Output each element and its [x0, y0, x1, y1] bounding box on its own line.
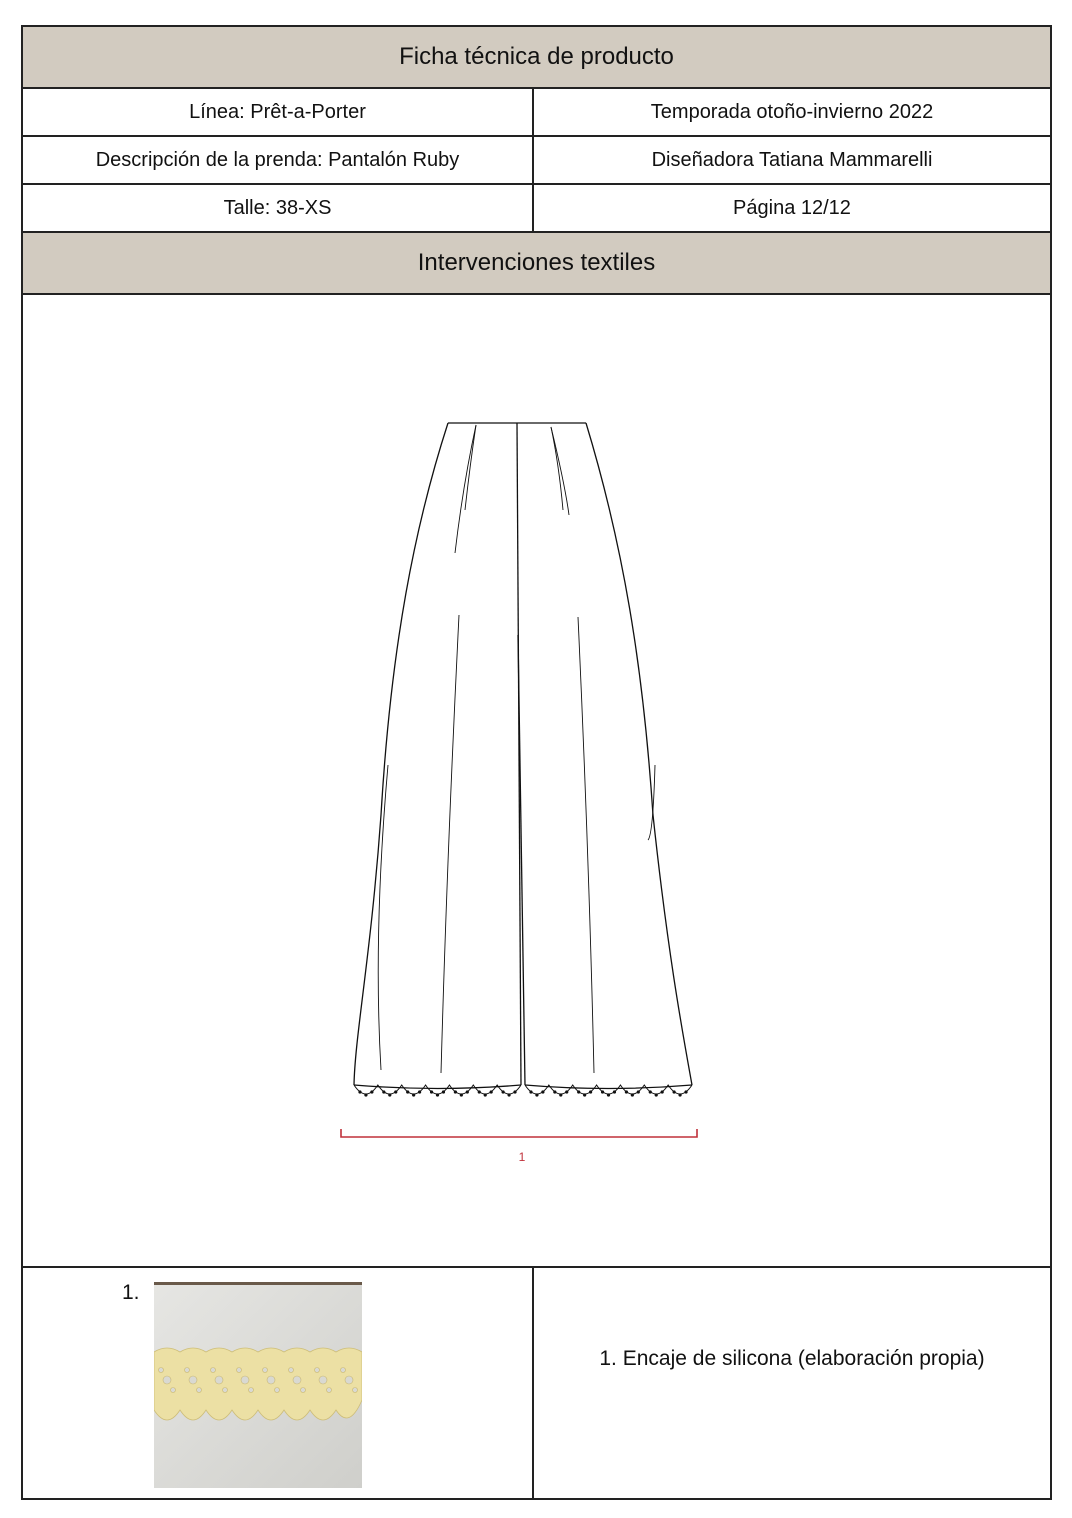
detail-image-cell	[23, 1268, 534, 1498]
hem-lace-trim	[354, 1085, 692, 1097]
technical-drawing-area	[23, 295, 1050, 1266]
sheet-title-row	[23, 27, 1050, 89]
size-cell: Talle: 38-XS	[23, 185, 534, 231]
callout-bracket	[341, 1129, 697, 1137]
left-outseam	[354, 423, 448, 1085]
lace-swatch-photo	[154, 1282, 362, 1488]
line-cell: Línea: Prêt-a-Porter	[23, 89, 534, 135]
section-title: Intervenciones textiles	[417, 249, 656, 276]
detail-section	[23, 1266, 1050, 1498]
info-row-description	[23, 137, 1050, 185]
season-cell: Temporada otoño-invierno 2022	[650, 100, 934, 123]
product-tech-sheet	[21, 25, 1052, 1500]
info-row-size	[23, 185, 1050, 233]
right-outseam	[586, 423, 692, 1085]
section-title-row	[23, 233, 1050, 295]
detail-description-cell	[534, 1268, 1050, 1498]
detail-description: 1. Encaje de silicona (elaboración propia)	[599, 1347, 985, 1370]
garment-description-cell: Descripción de la prenda: Pantalón Ruby	[23, 137, 534, 183]
detail-item-number: 1.	[122, 1281, 140, 1304]
sheet-title: Ficha técnica de producto	[399, 43, 674, 70]
pants-flat-sketch	[23, 295, 1050, 1266]
page-number-cell: Página 12/12	[733, 196, 851, 219]
drape-lines	[378, 425, 655, 1073]
designer-cell: Diseñadora Tatiana Mammarelli	[651, 148, 933, 171]
info-row-line	[23, 89, 1050, 137]
callout-number: 1	[518, 1150, 526, 1164]
